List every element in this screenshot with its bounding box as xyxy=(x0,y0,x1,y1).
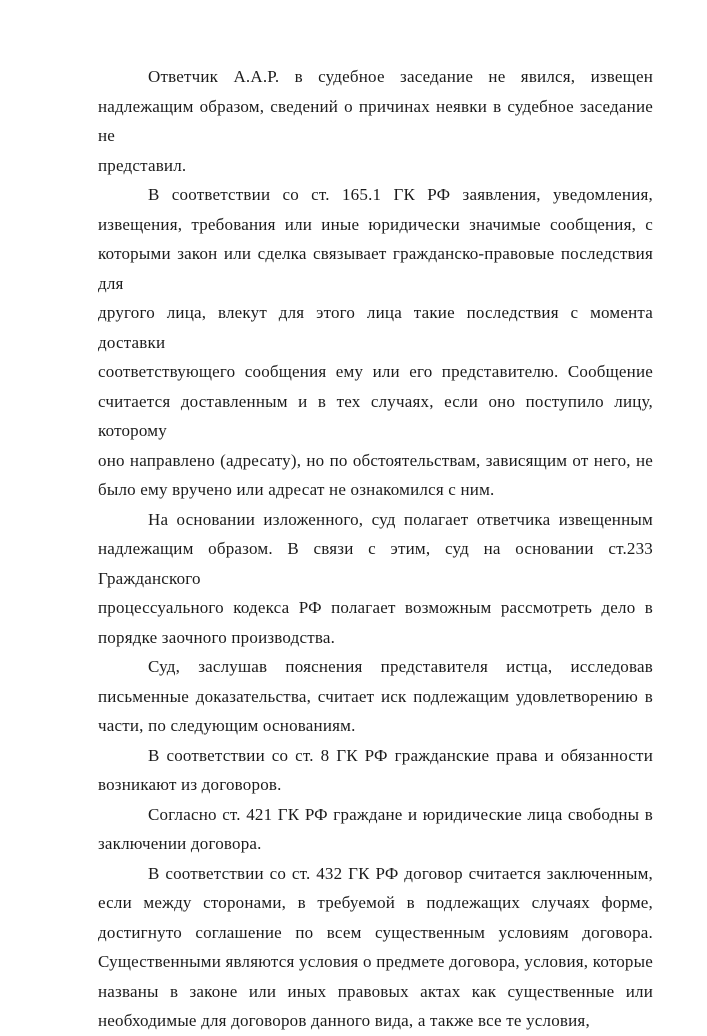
text-line: В соответствии со ст. 432 ГК РФ договор считается заключенным, xyxy=(148,863,653,883)
paragraph xyxy=(98,62,653,180)
text-line: письменные доказательства, считает иск подлежащим удовлетворению в xyxy=(98,686,653,706)
paragraph xyxy=(98,180,653,505)
text-line: другого лица, влекут для этого лица такие последствия с момента доставки xyxy=(98,303,653,352)
text-line: Согласно ст. 421 ГК РФ граждане и юридические лица свободны в xyxy=(148,804,653,824)
text-line: если между сторонами, в требуемой в подлежащих случаях форме, xyxy=(98,893,653,912)
text-line: Ответчик А.А.Р. в судебное заседание не явился, извещен xyxy=(148,67,653,86)
text-line: надлежащим образом. В связи с этим, суд на основании ст.233 Гражданского xyxy=(98,539,653,588)
text-line: оно направлено (адресату), но по обстоятельствам, зависящим от него, не xyxy=(98,450,653,470)
text-line: возникают из договоров. xyxy=(98,775,282,794)
text-line: На основании изложенного, суд полагает ответчика извещенным xyxy=(148,509,653,529)
text-line: необходимые для договоров данного вида, а также все те условия, xyxy=(98,1011,590,1030)
paragraph xyxy=(98,859,653,1036)
text-line: было ему вручено или адресат не ознакомился с ним. xyxy=(98,480,495,499)
text-line: заключении договора. xyxy=(98,834,262,853)
text-line: порядке заочного производства. xyxy=(98,627,336,647)
paragraph xyxy=(98,652,653,741)
text-line: названы в законе или иных правовых актах как существенные или xyxy=(98,981,653,1001)
text-line: В соответствии со ст. 165.1 ГК РФ заявления, уведомления, xyxy=(148,185,653,204)
text-line: Существенными являются условия о предмете договора, условия, которые xyxy=(98,952,653,971)
text-line: считается доставленным и в тех случаях, если оно поступило лицу, которому xyxy=(98,391,653,440)
text-line: части, по следующим основаниям. xyxy=(98,716,356,735)
text-line: которыми закон или сделка связывает гражданско-правовые последствия для xyxy=(98,244,653,293)
text-line: В соответствии со ст. 8 ГК РФ гражданские права и обязанности xyxy=(148,745,653,765)
text-line: представил. xyxy=(98,155,187,175)
paragraph xyxy=(98,800,653,859)
text-line: извещения, требования или иные юридически значимые сообщения, с xyxy=(98,214,653,234)
paragraph xyxy=(98,505,653,653)
paragraph xyxy=(98,741,653,800)
text-line: соответствующего сообщения ему или его представителю. Сообщение xyxy=(98,362,653,381)
text-line: Суд, заслушав пояснения представителя истца, исследовав xyxy=(148,657,653,676)
text-line: достигнуто соглашение по всем существенным условиям договора. xyxy=(98,922,653,942)
text-line: процессуального кодекса РФ полагает возможным рассмотреть дело в xyxy=(98,598,653,617)
text-line: надлежащим образом, сведений о причинах неявки в судебное заседание не xyxy=(98,96,653,145)
document-text xyxy=(98,62,653,1036)
